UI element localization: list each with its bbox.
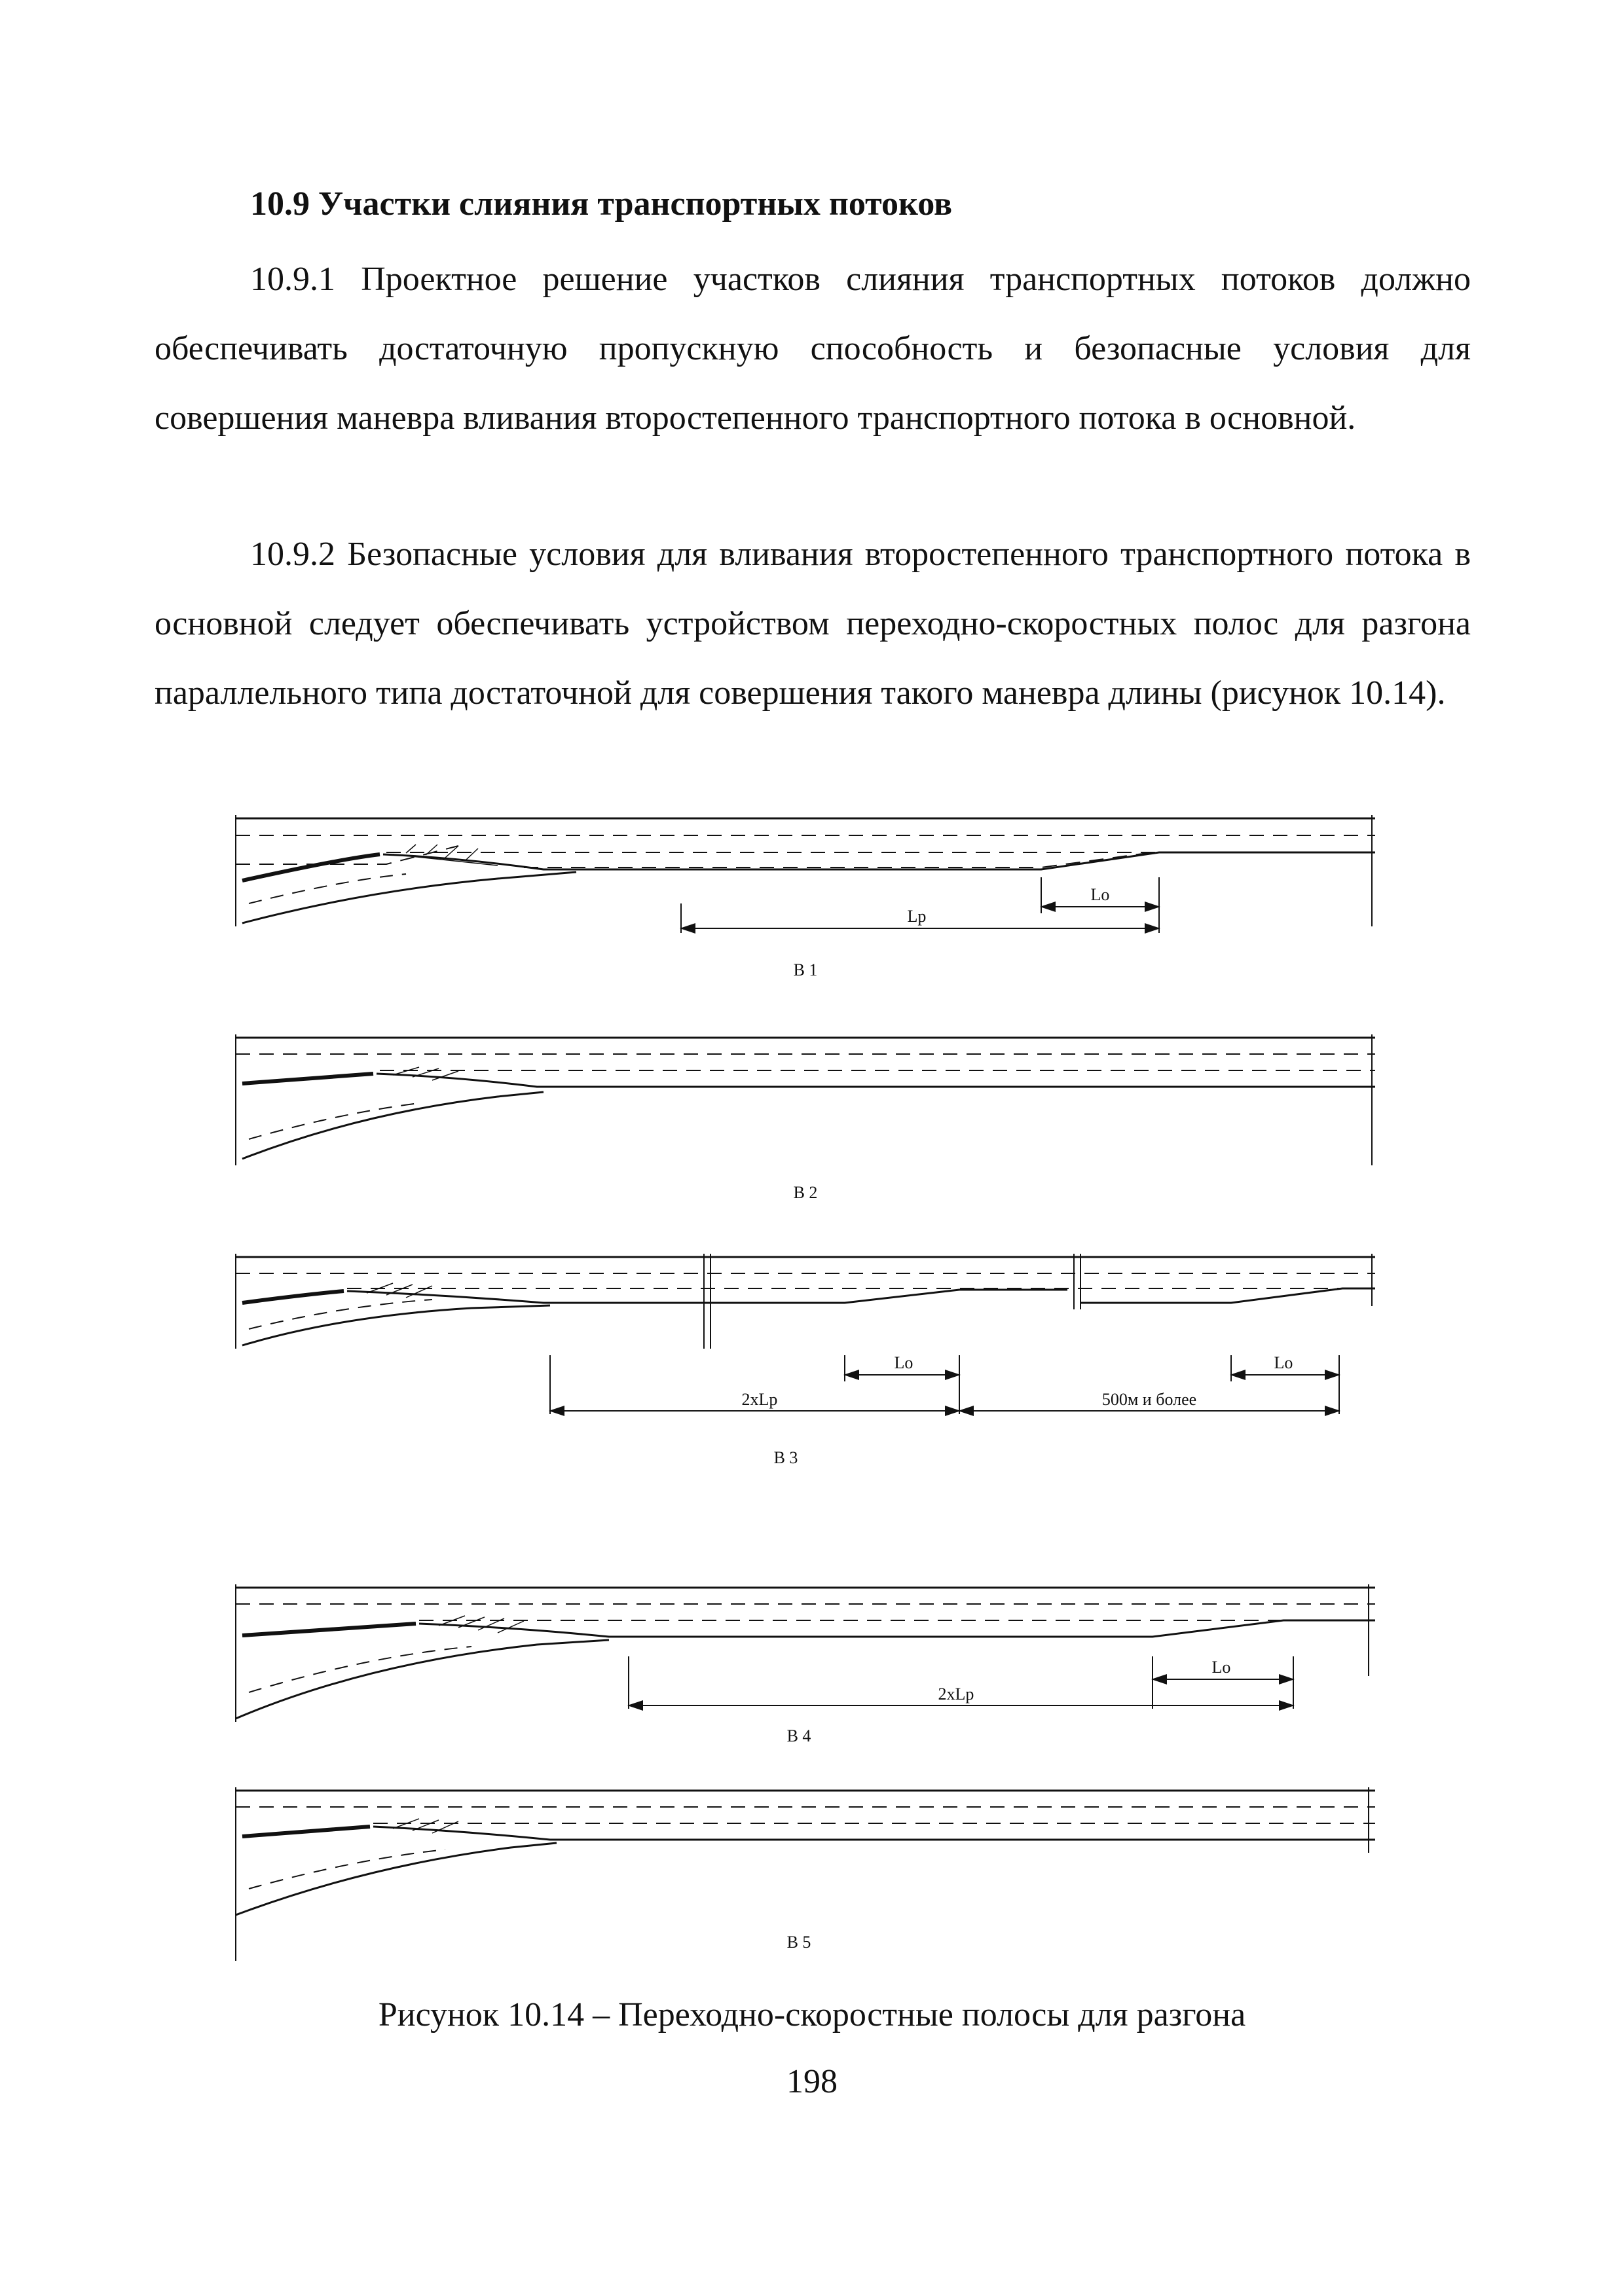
page-number: 198 xyxy=(786,2063,838,2100)
b3-label: В 3 xyxy=(773,1448,798,1467)
b1-label: В 1 xyxy=(793,960,818,979)
b3-dim-500m: 500м и более xyxy=(1101,1390,1197,1409)
b1-dim-lp: Lp xyxy=(907,907,927,926)
diagram-b4 xyxy=(236,1584,1375,1722)
b3-dim-lo-1: Lo xyxy=(894,1353,913,1372)
section-heading: 10.9 Участки слияния транспортных потоков xyxy=(250,185,953,223)
paragraph-10-9-2: 10.9.2 Безопасные условия для вливания второстепенного транспортного потока в основной следует обеспечивать устройством переходно-скоростных полос для разгона параллельного типа достаточной для совершения такого маневра длины (рисунок 10.14). xyxy=(155,536,1471,712)
diagram-b1 xyxy=(236,815,1375,933)
b4-label: В 4 xyxy=(786,1726,811,1745)
b5-label: В 5 xyxy=(786,1933,811,1952)
paragraph-10-9-1: 10.9.1 Проектное решение участков слияния транспортных потоков должно обеспечивать достаточную пропускную способность и безопасные условия для совершения маневра вливания второстепенного транспортного потока в основной. xyxy=(155,261,1471,437)
b4-dim-2xlp: 2xLp xyxy=(938,1685,974,1704)
figure-caption: Рисунок 10.14 – Переходно-скоростные полосы для разгона xyxy=(378,1996,1246,2033)
b1-dim-lo: Lo xyxy=(1090,885,1110,904)
b2-label: В 2 xyxy=(793,1183,818,1202)
diagram-b2 xyxy=(236,1034,1375,1165)
b4-dim-lo: Lo xyxy=(1211,1658,1231,1677)
b3-dim-2xlp: 2xLp xyxy=(741,1390,778,1409)
b3-dim-lo-2: Lo xyxy=(1274,1353,1293,1372)
diagram-b3 xyxy=(236,1254,1375,1414)
